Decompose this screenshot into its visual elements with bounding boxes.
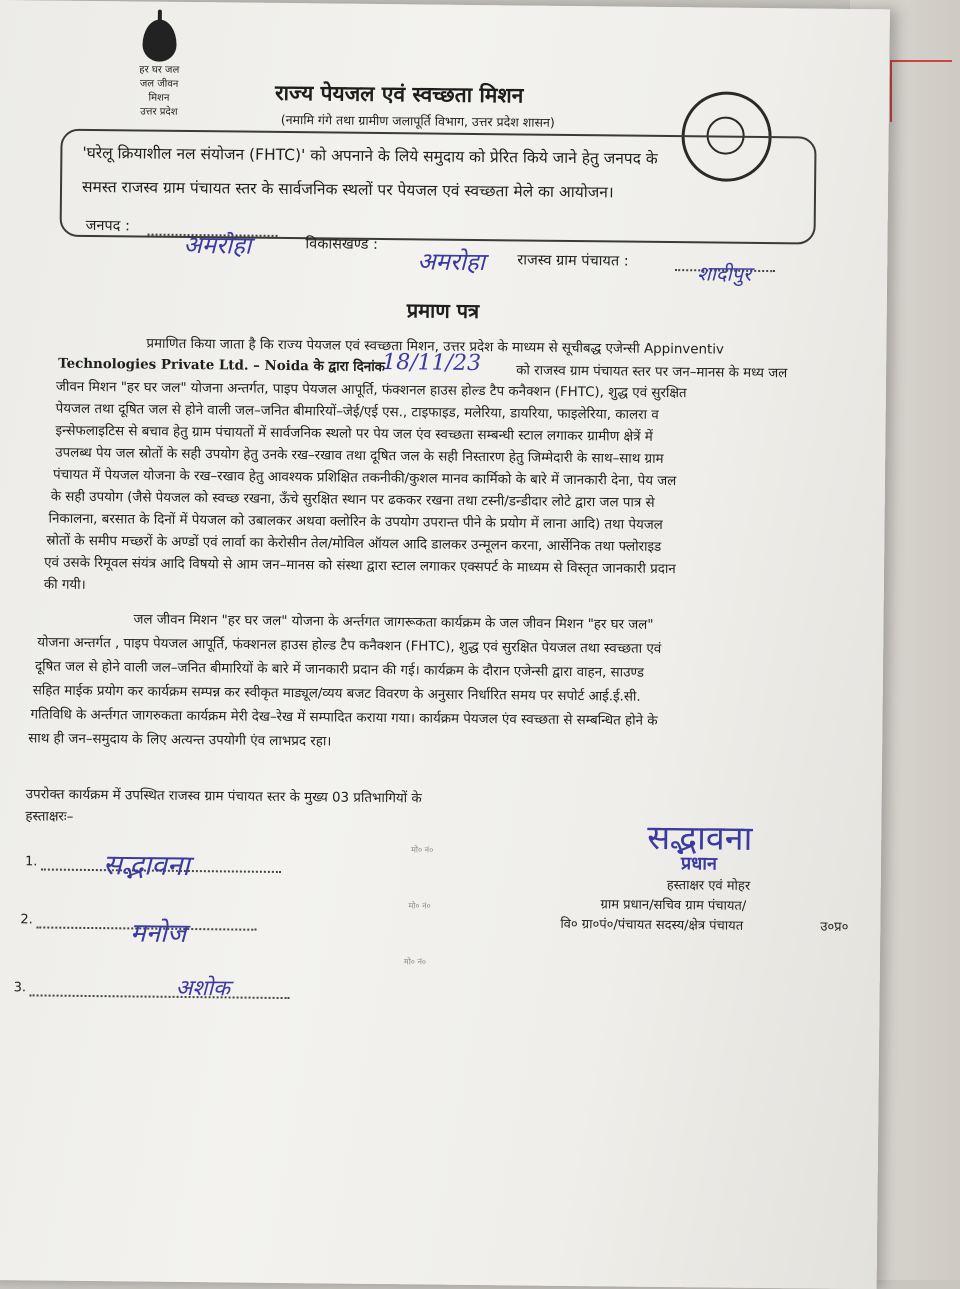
participant-number: 2.: [20, 912, 33, 928]
janpad-label: जनपद :: [85, 217, 130, 235]
logo-text-2: जल जीवन मिशन: [139, 78, 179, 104]
signature-line: [30, 994, 290, 999]
event-title-box: [60, 129, 817, 245]
p2-line: योजना अन्तर्गत , पाइप पेयजल आपूर्ति, फंक्शनल हाउस होल्ड टैप कनैक्शन (FHTC), शुद्ध एवं सुरक्षित पेयजल तथा स्वच्छता एवं: [37, 635, 662, 657]
p1-line: को राजस्व ग्राम पंचायत स्तर पर जन–मानस के मध्य जल: [516, 363, 788, 382]
participant-number: 1.: [24, 854, 38, 870]
participant-1-signature: सद्भावना: [102, 848, 190, 883]
p1-line: Technologies Private Ltd. – Noida के द्वारा दिनांक: [58, 355, 386, 376]
janpad-value: अमरोहा: [183, 230, 252, 260]
p1-line: पंचायत में पेयजल योजना के रख–रखाव हेतु आवश्यक प्रशिक्षित तकनीकी/कुशल मानव कार्मिको के बारे में जानकारी देना, पेय जल: [52, 467, 677, 490]
participant-3-signature: अशोक: [175, 975, 231, 1002]
p1-line: स्रोतों के समीप मच्छरों के अण्डों एवं लार्वा का केरोसीन तेल/मोविल ऑयल आदि डालकर उन्मूलन करना, आर्सेनिक तथा फ्लोराइड: [46, 533, 662, 555]
p2-line: सहित माईक प्रयोग कर कार्यक्रम सम्पन्न कर स्वीकृत माड्यूल/व्यय बजट विवरण के अनुसार निर्धारित समय पर सपोर्ट आई.ई.सी.: [32, 683, 641, 705]
mobile-label: मो० नं०: [408, 901, 431, 911]
logo-text-3: उत्तर प्रदेश: [140, 106, 178, 118]
participant-number: 3.: [13, 980, 27, 996]
pradhan-line-2: ग्राम प्रधान/सचिव ग्राम पंचायत/: [600, 897, 747, 914]
mobile-label: मो० नं०: [411, 845, 434, 855]
pradhan-line-3: वि० ग्रा०पं०/पंचायत सदस्य/क्षेत्र पंचायत: [560, 916, 744, 934]
p2-line: जल जीवन मिशन "हर घर जल" योजना के अर्न्तगत जागरूकता कार्यक्रम के जल जीवन मिशन "हर घर जल": [133, 612, 654, 633]
vikaskhand-label: विकासखण्ड :: [305, 236, 379, 253]
p1-line: उपलब्ध पेय जल स्रोतों के सही उपयोग हेतु उनके रख–रखाव तथा दूषित जल के सही निस्तारण हेतु जिम्मेदारी के साथ–साथ ग्राम: [55, 445, 664, 467]
date-value: 18/11/23: [382, 350, 482, 377]
water-drop-icon: [142, 19, 176, 61]
p1-line: निकालना, बरसात के दिनों में पेयजल को उबालकर अथवा क्लोरिन के उपयोग उपरान्त पीने के प्रयोग में लाना आदि) तथा पेयजल: [48, 511, 663, 533]
p1-line: जीवन मिशन "हर घर जल" योजना अन्तर्गत, पाइप पेयजल आपूर्ति, फंक्शनल हाउस होल्ड टैप कनैक्शन (FHTC), शुद्ध एवं सुरक्षित: [55, 379, 687, 402]
vikaskhand-value: अमरोहा: [417, 247, 486, 277]
pradhan-line-1: हस्ताक्षर एवं मोहर: [666, 878, 751, 894]
p2-line: साथ ही जन–समुदाय के लिए अत्यन्त उपयोगी एंव लाभप्रद रहा।: [28, 731, 332, 750]
mobile-label: मो० नं०: [403, 957, 427, 967]
page-subtitle: (नमामि गंगे तथा ग्रामीण जलापूर्ति विभाग, उत्तर प्रदेश शासन): [280, 111, 555, 130]
p1-line: एवं उसके रिमूवल संयंत्र आदि विषयो से आम जन–मानस को संस्था द्वारा स्टाल लगाकर एक्सपर्ट के माध्यम से विस्तृत जानकारी प्रदान: [44, 555, 676, 578]
page-title: राज्य पेयजल एवं स्वच्छता मिशन: [274, 80, 524, 108]
logo-text-1: हर घर जल: [139, 64, 180, 76]
red-mark: [890, 60, 952, 122]
pradhan-stamp: प्रधान: [680, 853, 718, 875]
p1-line: की गयी।: [43, 577, 86, 593]
pradhan-stamp-place: उ०प्र०: [820, 919, 849, 935]
participants-intro: उपरोक्त कार्यक्रम में उपस्थित राजस्व ग्राम पंचायत स्तर के मुख्य 03 प्रतिभागियों के: [25, 787, 422, 807]
box-line-2: समस्त राजस्व ग्राम पंचायत स्तर के सार्वजनिक स्थलों पर पेयजल एवं स्वच्छता मेले का आयोजन।: [81, 177, 614, 202]
p1-line: पेयजल तथा दूषित जल से होने वाली जल–जनित बीमारियों–जेई/एई एस., टाइफाइड, मलेरिया, डायरिया, फाइलेरिया, कालरा व: [55, 401, 659, 423]
certificate-heading: प्रमाण पत्र: [406, 298, 480, 324]
pradhan-signature: सद्भावना: [647, 817, 753, 859]
p1-line: के सही उपयोग (जैसे पेयजल को स्वच्छ रखना, ऊँचे सुरक्षित स्थान पर ढककर रखना तथा टस्नी/डन्डीदार लोटे द्वारा जल पात्र से: [50, 489, 655, 511]
har-ghar-jal-logo: [129, 19, 190, 118]
p2-line: दूषित जल से होने वाली जल–जनित बीमारियों के बारे में जानकारी प्रदान की गई। कार्यक्रम के दौरान एजेन्सी द्वारा वाहन, साउण्ड: [34, 659, 645, 681]
box-line-1: 'घरेलू क्रियाशील नल संयोजन (FHTC)' को अपनाने के लिये समुदाय को प्रेरित किये जाने हेतु जनपद के: [82, 143, 658, 168]
p1-line: इन्सेफलाइटिस से बचाव हेतु ग्राम पंचायतों में सार्वजनिक स्थलो पर पेय जल एंव स्वच्छता सम्बन्धी स्टाल लगाकर ग्रामीण क्षेत्रें में: [55, 423, 653, 445]
gram-panchayat-label: राजस्व ग्राम पंचायत :: [517, 252, 629, 270]
participant-2-signature: मनोज: [130, 918, 187, 950]
p1-line: प्रमाणित किया जाता है कि राज्य पेयजल एवं स्वच्छता मिशन, उत्तर प्रदेश के माध्यम से सूचीबद्ध एजेन्सी Appinventiv: [146, 336, 724, 358]
gram-panchayat-value: शादीपुर: [697, 261, 752, 286]
p2-line: गतिविधि के अर्न्तगत जागरुकता कार्यक्रम मेरी देख–रेख में सम्पादित कराया गया। कार्यक्रम पेयजल एंव स्वच्छता से सम्बन्धित होने के: [30, 707, 658, 729]
signatures-label: हस्ताक्षरः–: [25, 809, 74, 825]
